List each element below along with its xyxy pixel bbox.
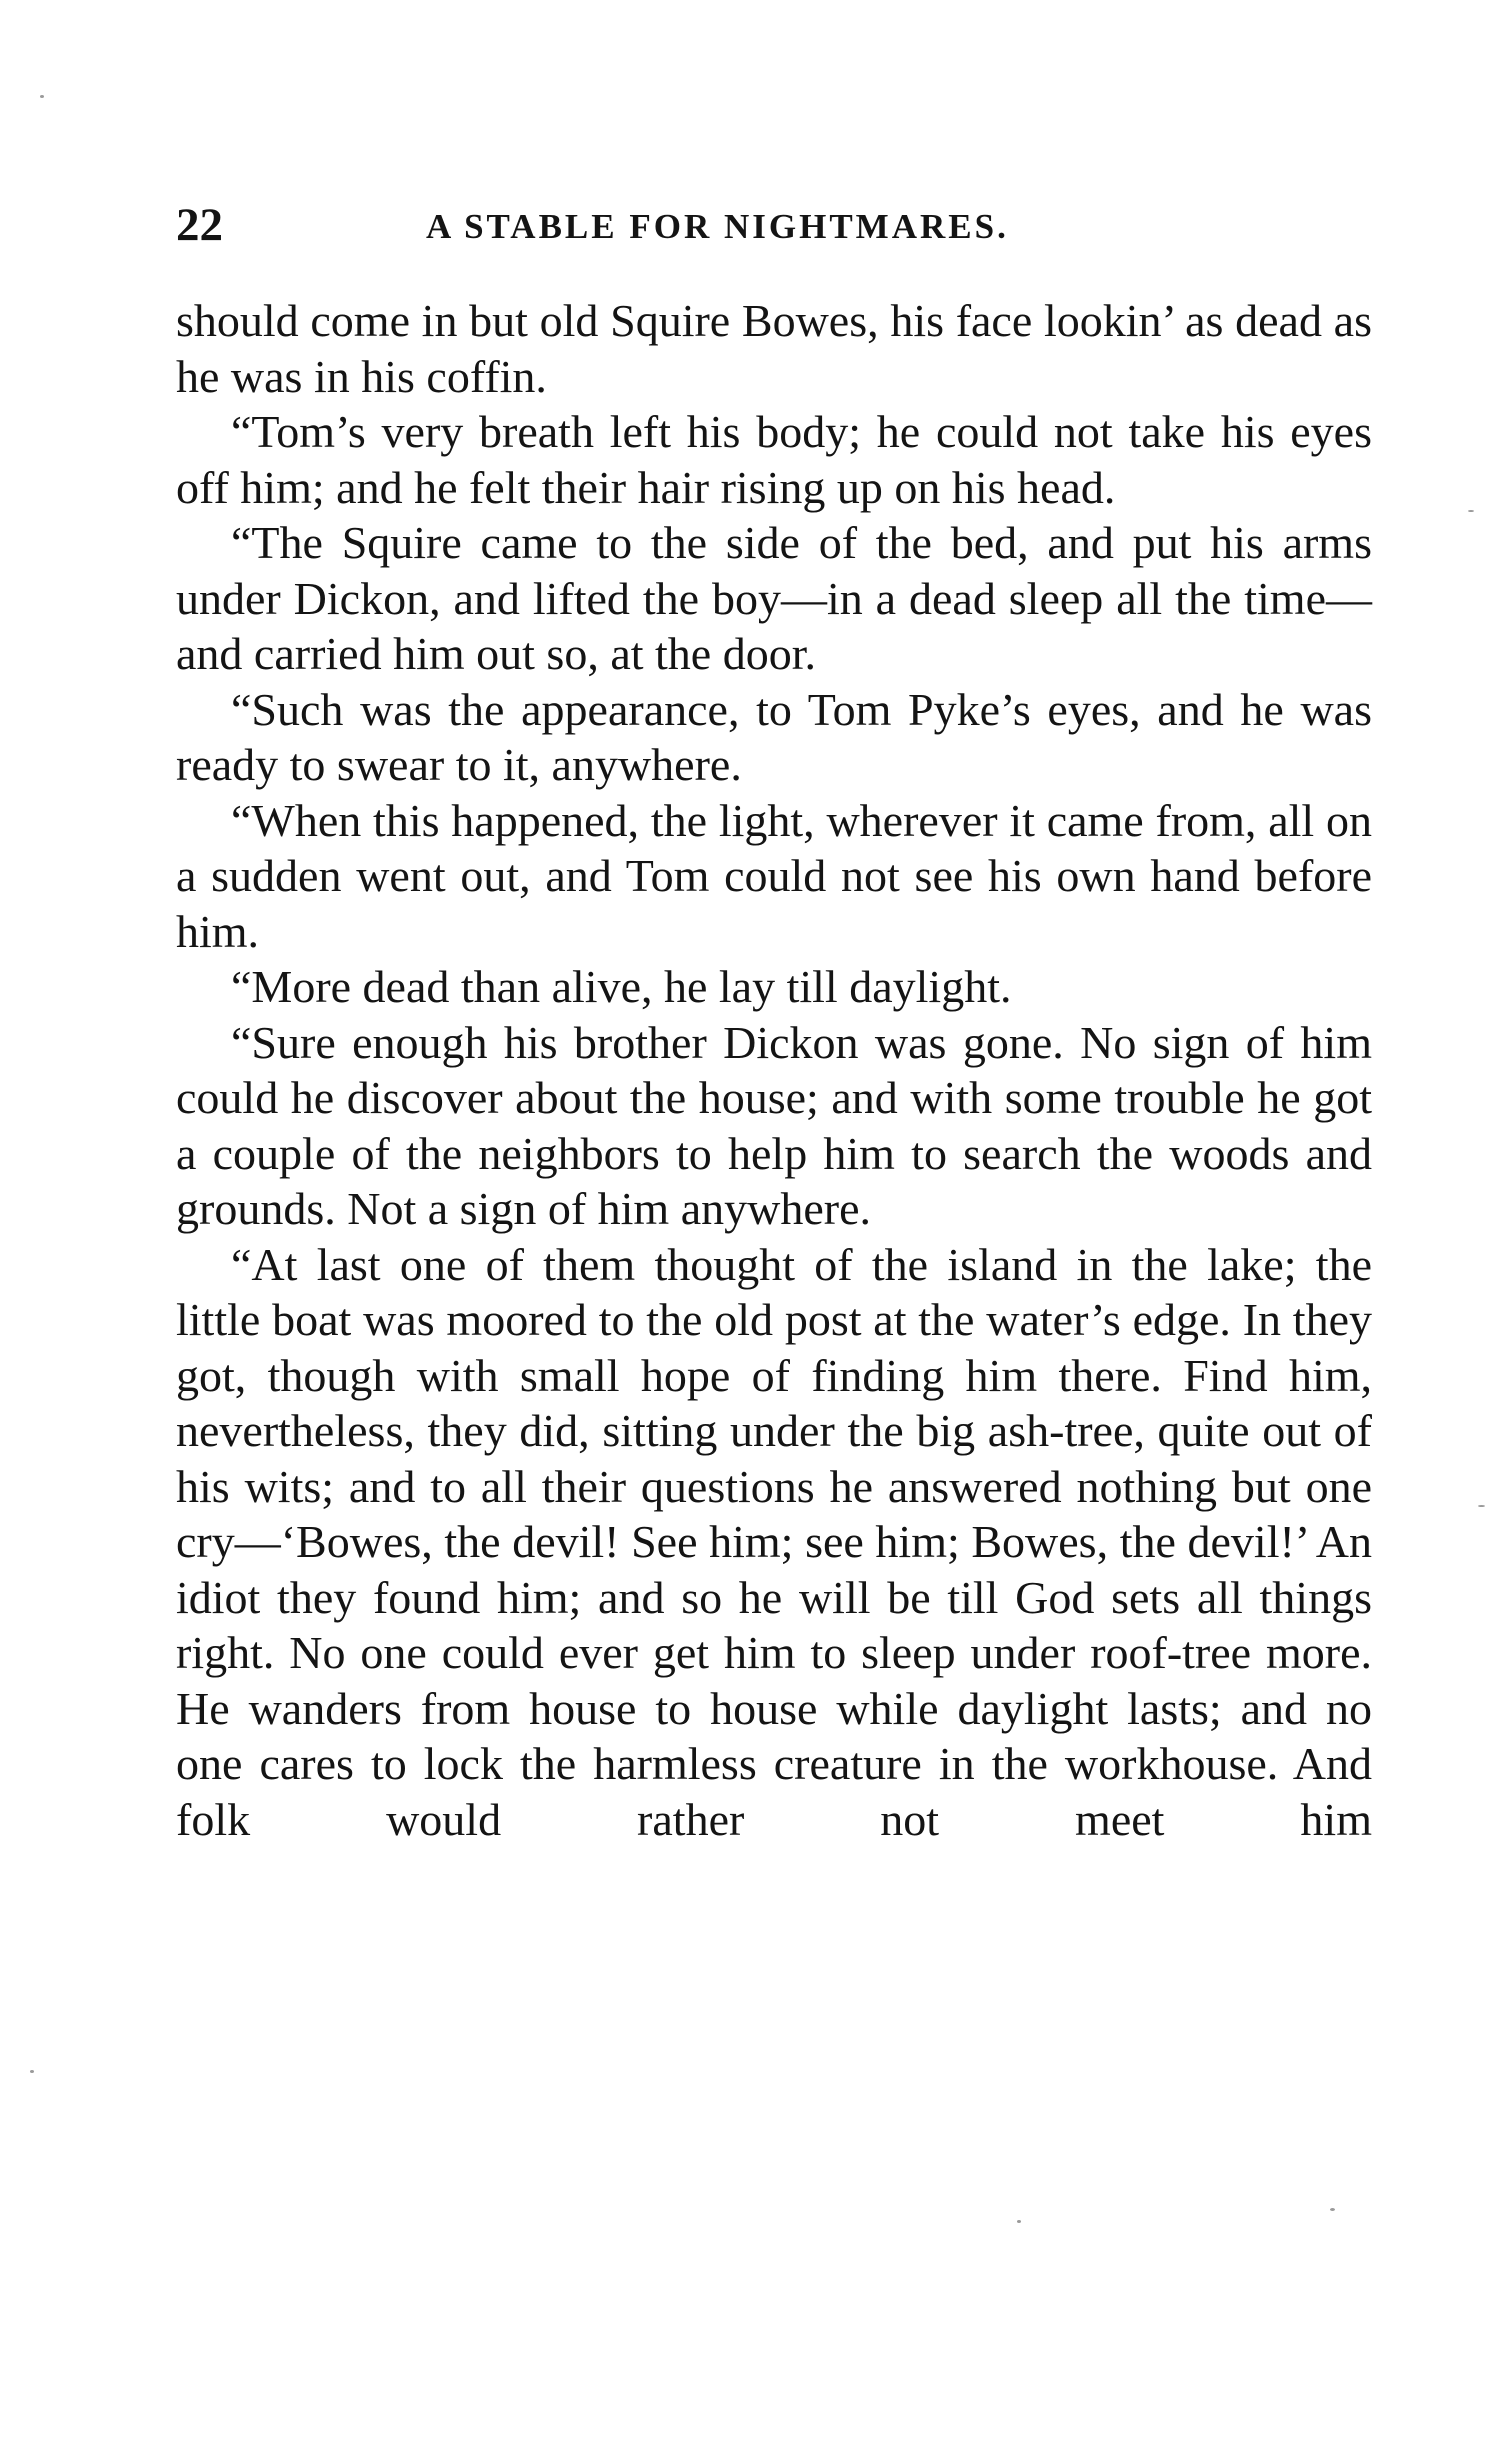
paragraph: “More dead than alive, he lay till daylight. [231,961,1012,1012]
paragraph: “Sure enough his brother Dickon was gone. No sign of him could he discover about the house; and with some trouble he got a couple of the neighbors to help him to search the woods and grounds. Not a sign of him anywhere. [176,1016,1372,1234]
scan-speck [1468,510,1474,512]
paragraph-final: “At last one of them thought of the island in the lake; the little boat was moored to the old post at the water’s edge. In they got, though with small hope of finding him there. Find him, nevertheless, they did, sitting under the big ash-tree, quite out of his wits; and to all their questions he answered nothing but one cry—‘Bowes, the devil! See him; see him; Bowes, the devil!’ An idiot they found him; and so he will be till God sets all things right. No one could ever get him to sleep under roof-tree more. He wanders from house to house while daylight lasts; and no one cares to lock the harmless creature in the workhouse. And folk would rather not meet him [176,1238,1372,1845]
running-head [176,195,1372,255]
scan-speck [30,2070,34,2073]
scan-speck [1330,2208,1335,2211]
page-number: 22 [176,199,223,251]
running-title: A STABLE FOR NIGHTMARES. [426,207,1009,246]
body-text [176,293,1372,1847]
paragraph: “When this happened, the light, wherever it came from, all on a sudden went out, and Tom could not see his own hand before him. [176,794,1372,957]
scan-speck [1478,1505,1485,1507]
scan-speck [40,95,44,98]
paragraph: “Tom’s very breath left his body; he could not take his eyes off him; and he felt their hair rising up on his head. [176,406,1372,513]
scan-speck [1017,2220,1021,2223]
paragraph: “The Squire came to the side of the bed, and put his arms under Dickon, and lifted the boy—in a dead sleep all the time—and carried him out so, at the door. [176,517,1372,679]
paragraph: “Such was the appearance, to Tom Pyke’s eyes, and he was ready to swear to it, anywhere. [176,683,1372,790]
paragraph-continued: should come in but old Squire Bowes, his face lookin’ as dead as he was in his coffin. [176,295,1372,402]
